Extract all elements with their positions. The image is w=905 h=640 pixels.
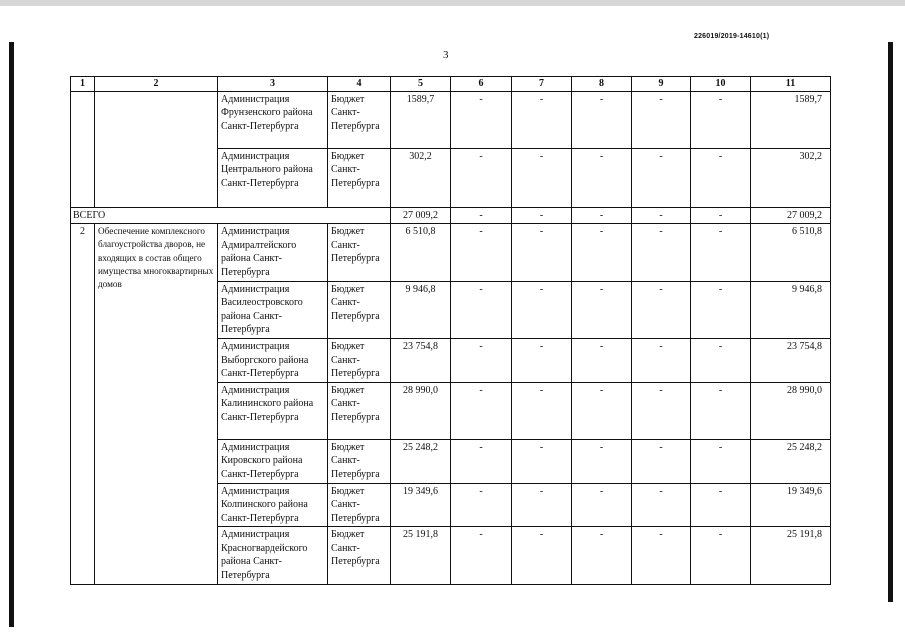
value-cell: - (572, 148, 632, 207)
value-cell: - (572, 224, 632, 281)
value-cell: - (512, 382, 572, 439)
source-cell: Бюджет Санкт-Петербурга (328, 148, 391, 207)
total-cell: 27 009,2 (751, 207, 831, 224)
value-cell: - (632, 207, 691, 224)
value-cell: - (451, 527, 512, 584)
column-header: 6 (451, 77, 512, 92)
value-cell: - (572, 439, 632, 483)
value-cell: - (632, 338, 691, 382)
org-cell: Администрация Колпинского района Санкт-Петербурга (218, 483, 328, 527)
column-header: 3 (218, 77, 328, 92)
header-row (71, 77, 831, 92)
value-cell: - (451, 338, 512, 382)
empty-index-cell (71, 91, 95, 207)
value-cell: - (512, 224, 572, 281)
org-cell: Администрация Выборгского района Санкт-Петербурга (218, 338, 328, 382)
value-cell: 302,2 (391, 148, 451, 207)
value-cell: - (451, 382, 512, 439)
value-cell: - (451, 207, 512, 224)
total-cell: 1589,7 (751, 91, 831, 148)
value-cell: - (691, 338, 751, 382)
total-cell: 6 510,8 (751, 224, 831, 281)
value-cell: - (691, 91, 751, 148)
column-header: 1 (71, 77, 95, 92)
value-cell: - (632, 439, 691, 483)
budget-table (70, 76, 831, 585)
source-cell: Бюджет Санкт-Петербурга (328, 382, 391, 439)
value-cell: - (512, 207, 572, 224)
column-header: 11 (751, 77, 831, 92)
value-cell: 25 248,2 (391, 439, 451, 483)
total-cell: 25 248,2 (751, 439, 831, 483)
value-cell: 19 349,6 (391, 483, 451, 527)
value-cell: 25 191,8 (391, 527, 451, 584)
item-index: 2 (71, 224, 95, 584)
column-header: 5 (391, 77, 451, 92)
value-cell: - (691, 281, 751, 338)
value-cell: - (512, 338, 572, 382)
total-cell: 23 754,8 (751, 338, 831, 382)
value-cell: - (512, 281, 572, 338)
value-cell: 23 754,8 (391, 338, 451, 382)
total-label: ВСЕГО (71, 207, 391, 224)
task-description: Обеспечение комплексного благоустройства дворов, не входящих в состав общего имущества многоквартирных домов (95, 224, 218, 584)
value-cell: - (632, 483, 691, 527)
value-cell: - (632, 527, 691, 584)
value-cell: - (512, 148, 572, 207)
value-cell: 27 009,2 (391, 207, 451, 224)
column-header: 10 (691, 77, 751, 92)
source-cell: Бюджет Санкт-Петербурга (328, 439, 391, 483)
total-cell: 28 990,0 (751, 382, 831, 439)
column-header: 2 (95, 77, 218, 92)
value-cell: - (632, 382, 691, 439)
value-cell: 1589,7 (391, 91, 451, 148)
column-header: 4 (328, 77, 391, 92)
source-cell: Бюджет Санкт-Петербурга (328, 281, 391, 338)
value-cell: - (451, 224, 512, 281)
value-cell: - (451, 439, 512, 483)
value-cell: 9 946,8 (391, 281, 451, 338)
value-cell: - (451, 91, 512, 148)
column-header: 7 (512, 77, 572, 92)
document-number: 226019/2019-14610(1) (694, 33, 770, 40)
value-cell: - (451, 148, 512, 207)
value-cell: - (691, 439, 751, 483)
source-cell: Бюджет Санкт-Петербурга (328, 338, 391, 382)
source-cell: Бюджет Санкт-Петербурга (328, 527, 391, 584)
value-cell: - (512, 91, 572, 148)
column-header: 8 (572, 77, 632, 92)
value-cell: - (512, 527, 572, 584)
value-cell: - (451, 483, 512, 527)
org-cell: Администрация Кировского района Санкт-Петербурга (218, 439, 328, 483)
value-cell: - (512, 483, 572, 527)
value-cell: - (691, 527, 751, 584)
value-cell: - (572, 338, 632, 382)
org-cell: Администрация Калининского района Санкт-Петербурга (218, 382, 328, 439)
value-cell: - (691, 224, 751, 281)
scan-top-strip (0, 0, 905, 6)
value-cell: - (572, 483, 632, 527)
value-cell: - (632, 148, 691, 207)
value-cell: - (632, 281, 691, 338)
value-cell: - (512, 439, 572, 483)
org-cell: Администрация Фрунзенского района Санкт-Петербурга (218, 91, 328, 148)
value-cell: - (691, 207, 751, 224)
value-cell: 6 510,8 (391, 224, 451, 281)
total-cell: 19 349,6 (751, 483, 831, 527)
page-number: 3 (443, 49, 449, 61)
value-cell: - (572, 281, 632, 338)
total-cell: 302,2 (751, 148, 831, 207)
scan-right-edge (888, 42, 893, 602)
value-cell: - (572, 207, 632, 224)
total-cell: 25 191,8 (751, 527, 831, 584)
value-cell: - (632, 91, 691, 148)
value-cell: - (691, 483, 751, 527)
column-header: 9 (632, 77, 691, 92)
value-cell: 28 990,0 (391, 382, 451, 439)
table-row (71, 224, 831, 281)
total-cell: 9 946,8 (751, 281, 831, 338)
table-row (71, 91, 831, 148)
value-cell: - (632, 224, 691, 281)
org-cell: Администрация Василеостровского района Санкт-Петербурга (218, 281, 328, 338)
value-cell: - (691, 382, 751, 439)
org-cell: Администрация Центрального района Санкт-Петербурга (218, 148, 328, 207)
total-row (71, 207, 831, 224)
value-cell: - (691, 148, 751, 207)
source-cell: Бюджет Санкт-Петербурга (328, 91, 391, 148)
value-cell: - (572, 527, 632, 584)
source-cell: Бюджет Санкт-Петербурга (328, 224, 391, 281)
scan-left-edge (9, 42, 14, 627)
org-cell: Администрация Адмиралтейского района Санкт-Петербурга (218, 224, 328, 281)
value-cell: - (451, 281, 512, 338)
org-cell: Администрация Красногвардейского района Санкт-Петербурга (218, 527, 328, 584)
source-cell: Бюджет Санкт-Петербурга (328, 483, 391, 527)
empty-task-cell (95, 91, 218, 207)
value-cell: - (572, 91, 632, 148)
value-cell: - (572, 382, 632, 439)
